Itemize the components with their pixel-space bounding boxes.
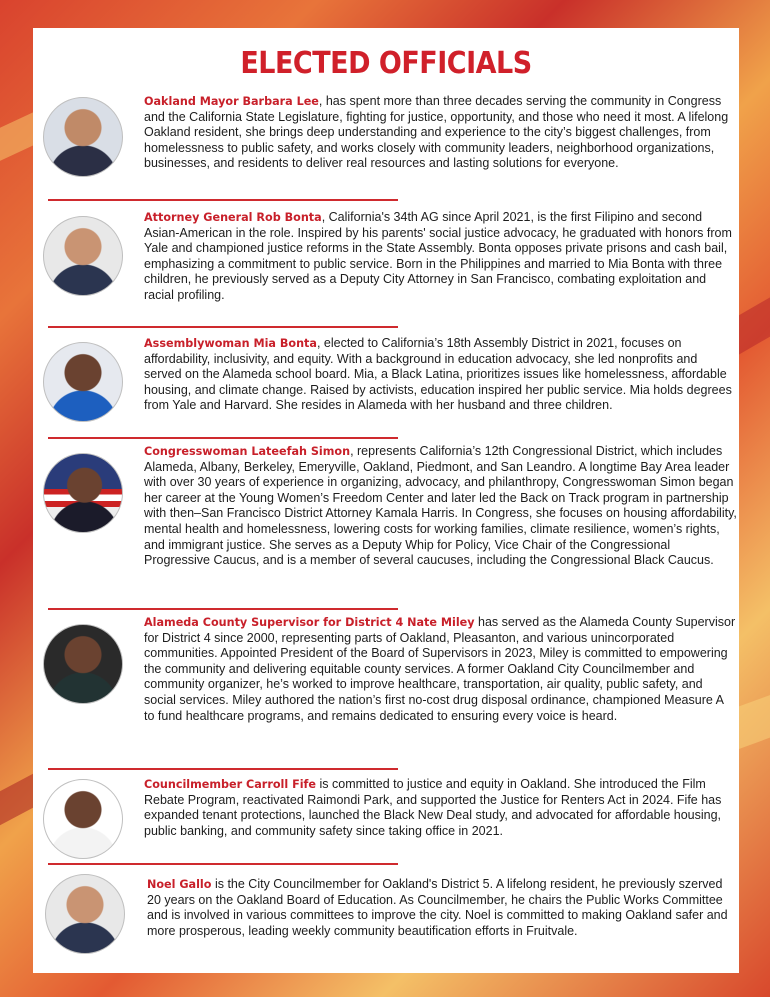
official-description: is committed to justice and equity in Oakland. She introduced the Film Rebate Program, reactivated Raimondi Park, and supported the Justice for Renters Act in 2024. Fife has expanded tenant protections, launched the Black New Deal study, and advocated for affordable housing, public banking, and community safety since taking office in 2021. <box>144 777 722 838</box>
official-name: Noel Gallo <box>147 878 212 891</box>
noel-gallo-photo <box>45 874 125 954</box>
divider <box>48 768 398 770</box>
divider <box>48 608 398 610</box>
official-name: Attorney General Rob Bonta <box>144 211 322 224</box>
rob-bonta-photo <box>43 216 123 296</box>
mia-bonta-photo <box>43 342 123 422</box>
official-bio <box>144 777 736 839</box>
page-title: ELECTED OFFICIALS <box>240 46 532 81</box>
official-name: Assemblywoman Mia Bonta <box>144 337 317 350</box>
official-bio <box>144 210 736 304</box>
official-bio <box>144 94 736 172</box>
divider <box>48 326 398 328</box>
official-name: Alameda County Supervisor for District 4 Nate Miley <box>144 616 475 629</box>
content-panel <box>33 28 739 973</box>
divider <box>48 199 398 201</box>
official-description: has served as the Alameda County Supervisor for District 4 since 2000, representing parts of Oakland, Pleasanton, and various unincorporated communities. Appointed President of the Board of Supervisors in 2023, Miley is committed to empowering the community and delivering equitable county services. A former Oakland City Councilmember and community organizer, he’s worked to improve healthcare, transportation, air quality, public safety, and social services. Miley authored the nation’s first no-cost drug disposal ordinance, championed Measure A to fund healthcare programs, and remains dedicated to ensuring every voice is heard. <box>144 615 736 723</box>
official-description: , represents California’s 12th Congressional District, which includes Alameda, Albany, Berkeley, Emeryville, Oakland, Piedmont, and San Leandro. A longtime Bay Area leader with over 30 years of experience in organizing, advocacy, and philanthropy, Congresswoman Simon began her career at the Young Women’s Freedom Center and later led the Back on Track program in partnership with then–San Francisco District Attorney Kamala Harris. In Congress, she focuses on housing affordability, mental health and homelessness, lowering costs for working families, climate resilience, women’s rights, and immigrant justice. She serves as a Deputy Whip for Policy, Vice Chair of the Congressional Progressive Caucus, and is a member of several caucuses, including the Congressional Black Caucus. <box>144 444 737 568</box>
official-description: is the City Councilmember for Oakland's District 5. A lifelong resident, he previously szerved 20 years on the Oakland Board of Education. As Councilmember, he chairs the Public Works Committee and is involved in various committees to improve the city. Noel is committed to making Oakland safer and more prosperous, leading weekly community beautification efforts in Fruitvale. <box>147 877 728 938</box>
official-name: Congresswoman Lateefah Simon <box>144 445 351 458</box>
official-description: , elected to California’s 18th Assembly District in 2021, focuses on affordability, inclusivity, and equity. With a background in education advocacy, she led nonprofits and served on the Alameda school board. Mia, a Black Latina, prioritizes issues like homelessness, affordable housing, and climate change. Raised by activists, education inspired her public service. Mia holds degrees from Yale and Harvard. She resides in Alameda with her husband and three children. <box>144 336 732 413</box>
official-name: Councilmember Carroll Fife <box>144 778 317 791</box>
official-bio <box>147 877 732 939</box>
official-description: , California's 34th AG since April 2021, is the first Filipino and second Asian-American in the role. Inspired by his parents' social justice advocacy, he graduated with honors from Yale and championed justice reforms in the State Assembly. Bonta opposes private prisons and cash bail, emphasizing a commitment to public service. Born in the Philippines and married to Mia Bonta with three children, he previously served as a Deputy City Attorney in San Francisco, combating exploitation and racial profiling. <box>144 210 732 302</box>
official-bio <box>144 615 736 724</box>
carroll-fife-photo <box>43 779 123 859</box>
barbara-lee-photo <box>43 97 123 177</box>
divider <box>48 437 398 439</box>
lateefah-simon-photo <box>43 453 123 533</box>
nate-miley-photo <box>43 624 123 704</box>
official-bio <box>144 336 736 414</box>
official-description: , has spent more than three decades serving the community in Congress and the California State Legislature, fighting for justice, opportunity, and those who need it most. A lifelong Oakland resident, she brings deep understanding and experience to the city’s biggest challenges, from homelessness to public safety, and works closely with community leaders, neighborhood organizations, businesses, and residents to deliver real resources and lasting solutions for everyone. <box>144 94 729 171</box>
divider <box>48 863 398 865</box>
official-name: Oakland Mayor Barbara Lee <box>144 95 319 108</box>
official-bio <box>144 444 739 569</box>
